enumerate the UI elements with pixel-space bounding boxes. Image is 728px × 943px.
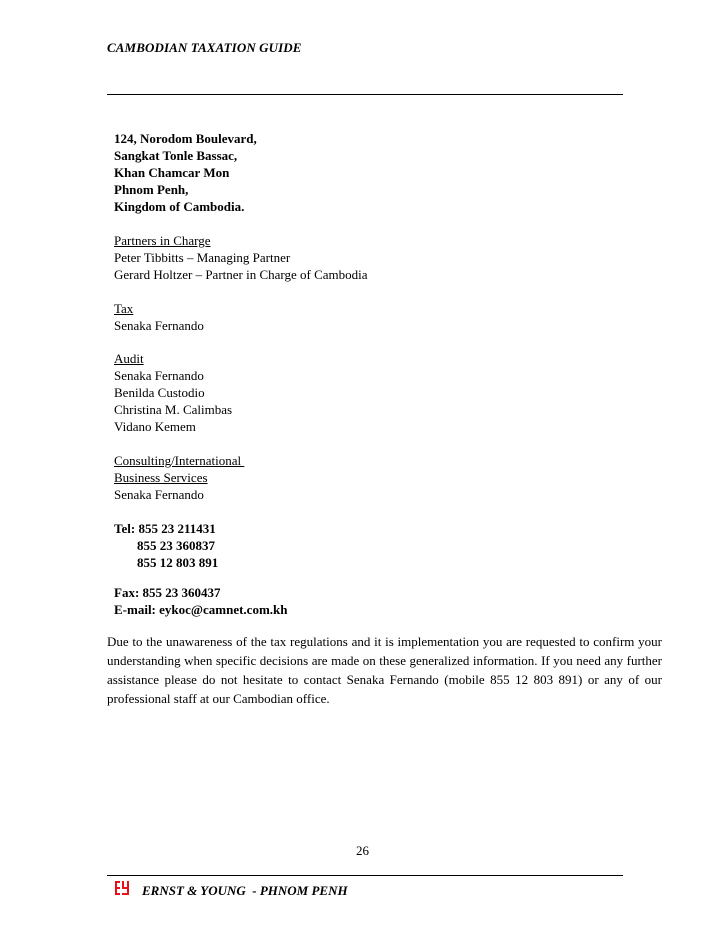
staff-name: Christina M. Calimbas — [114, 402, 233, 417]
address-line: Kingdom of Cambodia. — [114, 199, 245, 214]
staff-name: Benilda Custodio — [114, 385, 205, 400]
office-address — [114, 130, 257, 215]
address-line: 124, Norodom Boulevard, — [114, 131, 257, 146]
staff-name: Gerard Holtzer – Partner in Charge of Cambodia — [114, 267, 368, 282]
address-line: Sangkat Tonle Bassac, — [114, 148, 238, 163]
address-line: Phnom Penh, — [114, 182, 189, 197]
telephone-number: 855 23 360837 — [137, 538, 215, 553]
fax-email-block — [114, 584, 287, 618]
tax-section — [114, 300, 204, 334]
section-heading-consulting: Consulting/International — [114, 453, 245, 468]
address-line: Khan Chamcar Mon — [114, 165, 230, 180]
ernst-young-logo-icon — [114, 880, 130, 896]
footer-firm-name: ERNST & YOUNG - PHNOM PENH — [142, 883, 348, 898]
staff-name: Senaka Fernando — [114, 318, 204, 333]
email-line: E-mail: eykoc@camnet.com.kh — [114, 602, 288, 617]
page-number: 26 — [356, 843, 369, 858]
staff-name: Senaka Fernando — [114, 487, 204, 502]
section-heading-tax: Tax — [114, 301, 134, 316]
telephone-number: 855 12 803 891 — [137, 555, 219, 570]
fax-line: Fax: 855 23 360437 — [114, 585, 221, 600]
partners-section — [114, 232, 368, 283]
audit-section — [114, 350, 232, 435]
telephone-line: Tel: 855 23 211431 — [114, 521, 216, 536]
telephone-block — [114, 520, 218, 571]
footer-divider — [107, 875, 623, 876]
staff-name: Peter Tibbitts – Managing Partner — [114, 250, 291, 265]
staff-name: Senaka Fernando — [114, 368, 204, 383]
document-header-title: CAMBODIAN TAXATION GUIDE — [107, 40, 302, 55]
section-heading-consulting-cont: Business Services — [114, 470, 208, 485]
section-heading-partners: Partners in Charge — [114, 233, 211, 248]
disclaimer-paragraph: Due to the unawareness of the tax regulations and it is implementation you are requested to confirm your understanding when specific decisions are made on these generalized information. If you need any further assistance please do not hesitate to contact Senaka Fernando (mobile 855 12 803 891) or any of our professional staff at our Cambodian office. — [107, 634, 662, 706]
section-heading-audit: Audit — [114, 351, 144, 366]
consulting-section — [114, 452, 244, 503]
header-divider — [107, 94, 623, 95]
staff-name: Vidano Kemem — [114, 419, 196, 434]
